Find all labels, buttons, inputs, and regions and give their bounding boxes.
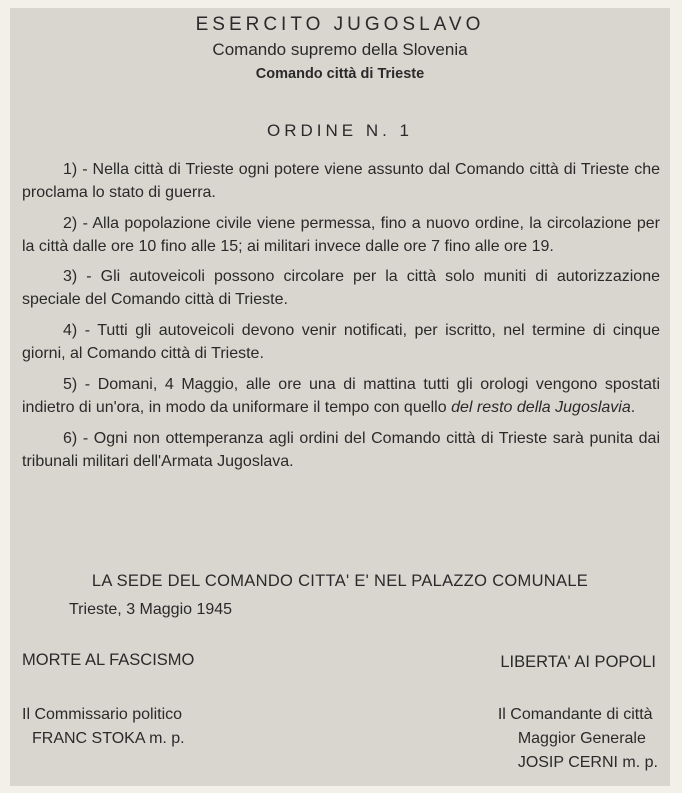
command-subheading: Comando supremo della Slovenia [212, 40, 468, 59]
place-date: Trieste, 3 Maggio 1945 [69, 601, 233, 618]
order-item-1: 1) - Nella città di Trieste ogni potere viene assunto dal Comando città di Trieste che proclama lo stato di guerra. [22, 161, 660, 201]
city-command-heading: Comando città di Trieste [255, 66, 425, 82]
signature-right-name: JOSIP CERNI m. p. [517, 754, 658, 771]
order-item-6: 6) - Ogni non ottemperanza agli ordini del Comando città di Trieste sarà punita dai tribunali militari dell'Armata Jugoslava. [22, 430, 660, 470]
slogan-right: LIBERTA' AI POPOLI [500, 653, 656, 671]
signature-right-rank: Maggior Generale [517, 730, 646, 747]
signature-right-role: Il Comandante di città [497, 706, 653, 723]
order-items [22, 159, 660, 482]
order-item-3: 3) - Gli autoveicoli possono circolare per la città solo muniti di autorizzazione speciale del Comando città di Trieste. [22, 268, 660, 308]
signature-left-role: Il Commissario politico [22, 706, 183, 723]
seat-notice: LA SEDE DEL COMANDO CITTA' E' NEL PALAZZO COMUNALE [91, 572, 589, 590]
army-heading: ESERCITO JUGOSLAVO [195, 14, 485, 35]
signature-left-name: FRANC STOKA m. p. [32, 730, 185, 747]
signature-right [498, 703, 658, 775]
italic-phrase: del resto della Jugoslavia [451, 398, 631, 416]
slogan-left: MORTE AL FASCISMO [22, 651, 195, 669]
order-title: ORDINE N. 1 [266, 121, 414, 140]
proclamation-sheet [10, 8, 670, 786]
order-item-2: 2) - Alla popolazione civile viene permessa, fino a nuovo ordine, la circolazione per la città dalle ore 10 fino alle 15; ai militari invece dalle ore 7 fino alle ore 19. [22, 215, 660, 255]
order-item-4: 4) - Tutti gli autoveicoli devono venir notificati, per iscritto, nel termine di cinque giorni, al Comando città di Trieste. [22, 322, 660, 362]
order-item-5: 5) - Domani, 4 Maggio, alle ore una di mattina tutti gli orologi vengono spostati indietro di un'ora, in modo da uniformare il tempo con quello del resto della Jugoslavia. [22, 376, 660, 416]
signature-left [22, 703, 185, 751]
